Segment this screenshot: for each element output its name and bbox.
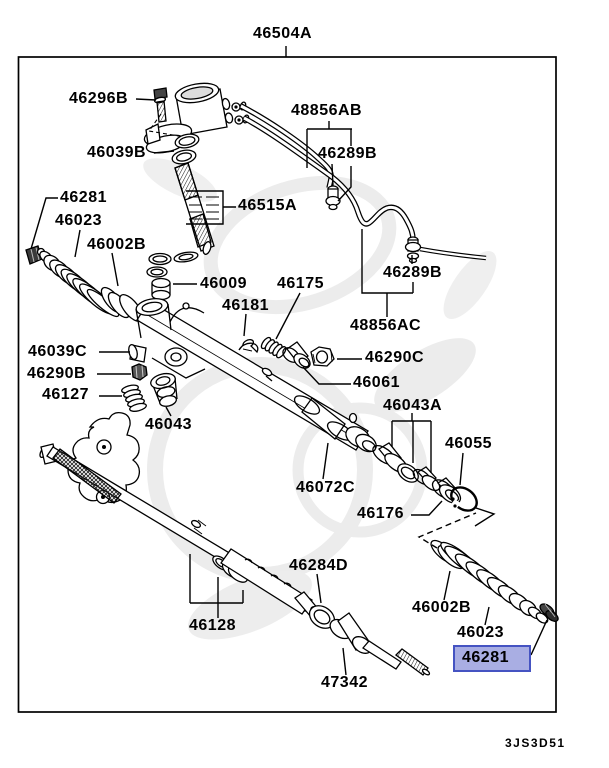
part-label-46039C[interactable]: 46039C	[28, 343, 88, 360]
part-label-46002B-lower[interactable]: 46002B	[412, 599, 472, 616]
valve-assembly-drawing	[142, 80, 243, 299]
part-label-46284D[interactable]: 46284D	[289, 557, 349, 574]
part-label-46002B-upper[interactable]: 46002B	[87, 236, 147, 253]
part-label-48856AC[interactable]: 48856AC	[350, 317, 422, 334]
drawing-code: 3JS3D51	[505, 736, 566, 750]
part-label-47342[interactable]: 47342	[321, 674, 368, 691]
part-label-46175[interactable]: 46175	[277, 275, 324, 292]
part-label-46289B-lower[interactable]: 46289B	[383, 264, 443, 281]
part-label-46515A[interactable]: 46515A	[238, 197, 298, 214]
part-label-46039B[interactable]: 46039B	[87, 144, 147, 161]
part-label-46176[interactable]: 46176	[357, 505, 404, 522]
part-label-46504A[interactable]: 46504A	[253, 25, 313, 42]
part-label-46290B[interactable]: 46290B	[27, 365, 87, 382]
part-label-46281-selected[interactable]: 46281	[453, 645, 531, 672]
part-label-46009[interactable]: 46009	[200, 275, 247, 292]
part-label-46043[interactable]: 46043	[145, 416, 192, 433]
part-label-46023-lower[interactable]: 46023	[457, 624, 504, 641]
part-label-46289B-upper[interactable]: 46289B	[318, 145, 378, 162]
part-label-46281-upper[interactable]: 46281	[60, 189, 107, 206]
part-label-46055[interactable]: 46055	[445, 435, 492, 452]
part-label-46128[interactable]: 46128	[189, 617, 236, 634]
part-label-46290C[interactable]: 46290C	[365, 349, 425, 366]
part-label-46043A[interactable]: 46043A	[383, 397, 443, 414]
part-label-46061[interactable]: 46061	[353, 374, 400, 391]
part-label-46127[interactable]: 46127	[42, 386, 89, 403]
part-label-48856AB[interactable]: 48856AB	[291, 102, 363, 119]
part-label-46023-upper[interactable]: 46023	[55, 212, 102, 229]
upper-boot-drawing	[26, 246, 146, 325]
part-label-46072C[interactable]: 46072C	[296, 479, 356, 496]
part-label-46181[interactable]: 46181	[222, 297, 269, 314]
part-label-46296B[interactable]: 46296B	[69, 90, 129, 107]
